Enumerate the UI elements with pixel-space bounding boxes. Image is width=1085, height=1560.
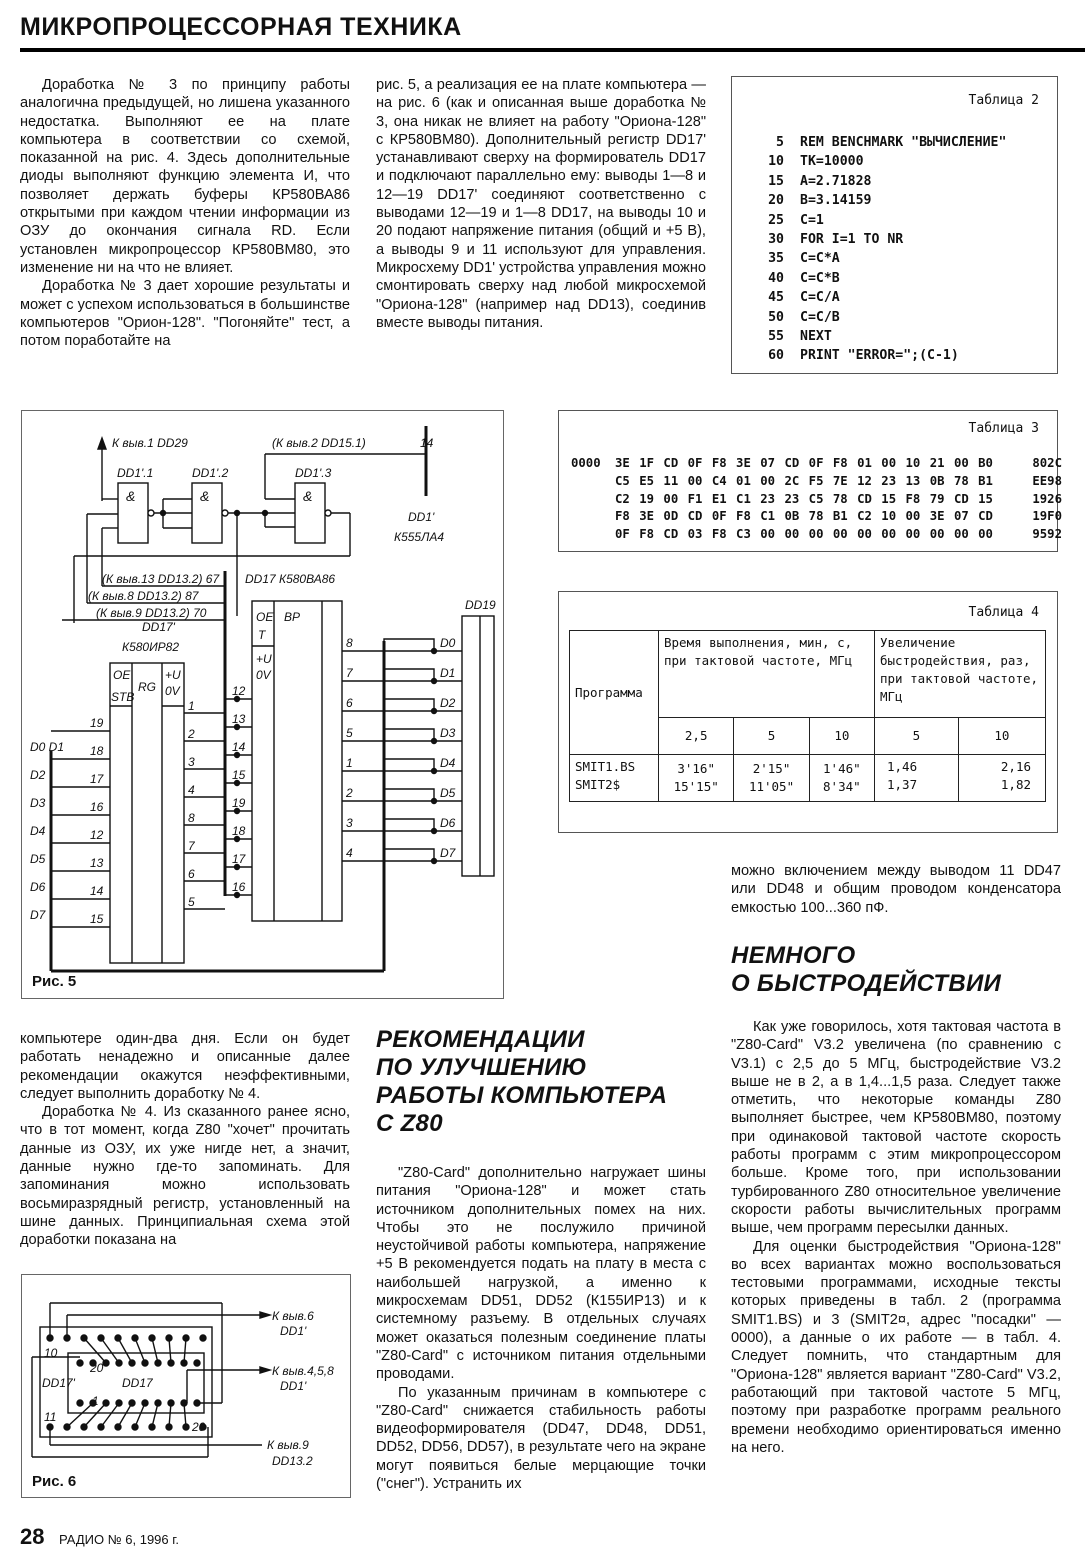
code-text: C=1 <box>800 212 824 228</box>
bus-label: D7 <box>440 846 456 860</box>
col-time: Время выполнения, мин, с, при тактовой частоте, МГц <box>659 631 875 718</box>
wire <box>384 789 434 811</box>
hex-address: 0000 <box>571 456 601 470</box>
label-dd1: DD1' <box>408 510 435 524</box>
code-text: A=2.71828 <box>800 173 872 189</box>
cell-program: SMIT2$ <box>575 777 621 792</box>
freq-time: 10 <box>809 718 874 755</box>
svg-text:&: & <box>303 488 313 504</box>
label-dd1-type: К555ЛА4 <box>394 530 444 544</box>
line-number: 25 <box>768 212 784 228</box>
code-line <box>756 249 1006 268</box>
code-text: C=C/A <box>800 290 840 306</box>
pin-label: 5 <box>346 726 353 740</box>
column3-bottom <box>731 1018 1061 1457</box>
bus-label: D5 <box>30 852 46 866</box>
svg-text:DD17': DD17' <box>42 1376 75 1390</box>
pin-label: 3 <box>188 755 195 769</box>
label-gate1: DD1'.1 <box>117 466 154 480</box>
cell-value: 2'15" <box>752 761 791 776</box>
pin-dot <box>77 1400 83 1406</box>
svg-text:+U: +U <box>165 668 181 682</box>
pin-label: 5 <box>188 895 195 909</box>
issue-label: РАДИО № 6, 1996 г. <box>58 1532 180 1547</box>
code-text: B=3.14159 <box>800 193 872 209</box>
svg-text:OE: OE <box>256 610 274 624</box>
table3 <box>558 410 1062 552</box>
hex-address <box>571 508 615 526</box>
pin-label: 14 <box>90 884 104 898</box>
svg-text:К выв.9: К выв.9 <box>267 1438 309 1452</box>
hex-bytes: 3E 1F CD 0F F8 3E 07 CD 0F F8 01 00 10 21 00 B0 <box>615 456 993 470</box>
pin-label: 13 <box>232 712 246 726</box>
fig5-caption: Рис. 5 <box>32 973 77 990</box>
hex-row <box>571 491 1062 509</box>
svg-text:+U: +U <box>256 652 272 666</box>
pin-label: 6 <box>188 867 195 881</box>
page-number: 28 <box>20 1524 45 1549</box>
svg-text:20: 20 <box>90 1361 104 1375</box>
column2-top <box>376 76 706 332</box>
pin-link <box>184 1403 186 1427</box>
line-number: 5 <box>776 135 784 150</box>
pin-label: 15 <box>90 912 104 926</box>
section-header <box>20 12 1085 52</box>
line-number: 30 <box>768 232 784 248</box>
wire <box>384 759 434 781</box>
pin-link <box>84 1338 106 1363</box>
pin-label: 4 <box>188 783 195 797</box>
basic-listing <box>756 133 1006 366</box>
code-text: C=C*A <box>800 251 840 267</box>
line-number: 60 <box>768 348 784 364</box>
line-number: 15 <box>768 173 784 189</box>
line-number: 20 <box>768 193 784 209</box>
svg-text:К выв.4,5,8: К выв.4,5,8 <box>272 1364 334 1378</box>
label-dd151: (К выв.2 DD15.1) <box>272 436 366 450</box>
bus-label: D2 <box>30 768 46 782</box>
pin-label: 16 <box>90 800 104 814</box>
arrow-icon <box>260 1367 270 1373</box>
pin-label: 19 <box>232 796 246 810</box>
code-line <box>756 308 1006 327</box>
benchmark-table <box>569 630 1046 802</box>
code-line <box>756 288 1006 307</box>
register-dd17p <box>110 663 184 963</box>
cell-value: 2,16 <box>1000 759 1031 774</box>
pin-label: 12 <box>232 684 246 698</box>
pin-label: 18 <box>90 744 104 758</box>
pin-label: 7 <box>346 666 353 680</box>
bus-label: D6 <box>440 816 456 830</box>
pin-label: 12 <box>90 828 104 842</box>
buffer-dd17 <box>252 601 342 921</box>
svg-text:20: 20 <box>192 1420 206 1434</box>
pin-link <box>152 1338 158 1363</box>
pin-label: 15 <box>232 768 246 782</box>
pin-link <box>169 1403 171 1427</box>
svg-text:DD1': DD1' <box>280 1379 307 1393</box>
code-text: TK=10000 <box>800 154 864 170</box>
pin-label: 2 <box>188 727 195 741</box>
label-dd17p: DD17' <box>142 620 175 634</box>
code-text: C=C*B <box>800 270 840 286</box>
svg-text:К выв.6: К выв.6 <box>272 1309 314 1323</box>
bus-label: D2 <box>440 696 456 710</box>
code-text: FOR I=1 TO NR <box>800 232 904 248</box>
svg-text:DD1': DD1' <box>280 1324 307 1338</box>
wire <box>384 699 434 721</box>
fig6-caption: Рис. 6 <box>32 1473 77 1490</box>
hex-address <box>571 473 615 491</box>
pin-label: 17 <box>90 772 104 786</box>
pin-label: 4 <box>346 846 353 860</box>
pin-label: 1 <box>346 756 353 770</box>
label-dd19: DD19 <box>465 598 496 612</box>
cell-value: 1'46" <box>823 761 861 776</box>
hex-dump <box>571 455 1062 544</box>
table2 <box>731 76 1058 374</box>
svg-text:&: & <box>200 488 210 504</box>
svg-text:1: 1 <box>92 1394 99 1408</box>
hex-bytes: 0F F8 CD 03 F8 C3 00 00 00 00 00 00 00 00 00 00 <box>615 527 993 542</box>
pin-dot <box>77 1360 83 1366</box>
bus-label: D4 <box>30 824 46 838</box>
pin-link <box>152 1403 158 1427</box>
svg-text:DD17: DD17 <box>122 1376 153 1390</box>
line-number: 10 <box>768 154 784 170</box>
svg-text:10: 10 <box>44 1346 58 1360</box>
pin-label: 8 <box>346 636 353 650</box>
code-line <box>756 172 1006 191</box>
hex-address <box>571 491 615 509</box>
code-line <box>756 191 1006 210</box>
arrow-icon <box>260 1312 270 1318</box>
svg-text:DD13.2: DD13.2 <box>272 1454 313 1468</box>
pin-link <box>118 1403 132 1427</box>
svg-text:0V: 0V <box>165 684 180 698</box>
paragraph: Доработка № 3 дает хорошие результаты и может с успехом использоваться в большинстве компьютеров "Орион-128". "Погоняйте" тест, а потом поработайте на <box>20 278 350 350</box>
svg-text:11: 11 <box>44 1410 57 1424</box>
figure5 <box>21 410 504 999</box>
col-program: Программа <box>570 631 659 755</box>
label-gate2: DD1'.2 <box>192 466 229 480</box>
wire <box>384 639 434 661</box>
hex-checksum: 802C <box>1032 456 1062 470</box>
article-heading: РЕКОМЕНДАЦИИ ПО УЛУЧШЕНИЮ РАБОТЫ КОМПЬЮТЕРА С Z80 <box>376 1026 668 1137</box>
code-text: REM BENCHMARK "ВЫЧИСЛЕНИЕ" <box>800 135 1007 150</box>
svg-text:T: T <box>258 628 266 642</box>
paragraph: Как уже говорилось, хотя тактовая частота в "Z80-Card" V3.2 увеличена (по сравнению с V3.1) с 2,5 до 5 МГц, быстродействие V3.2 выше не в 2, а в 1,4...1,5 раза. Следует также отметить, что некоторые команды Z80 выполняет быстрее, чем КР580ВМ80, поэтому при одинаковой тактовой частоте скорость работы программ с этим микропроцессором больше. Кроме того, при использовании турбированного Z80 относительное увеличение скорости работы вычислительных программ выше, чем программ пересылки данных. <box>731 1019 1061 1237</box>
line-number: 35 <box>768 251 784 267</box>
code-line <box>756 230 1006 249</box>
paragraph: Доработка № 3 по принципу работы аналогична предыдущей, но лишена указанного недостатка. Выполняют ее на плате компьютера в соответствии со схемой, показанной на рис. 4. Здесь дополнительные диоды выполняют функцию элемента И, что позволяет держать буферы КР580ВА86 открытыми при каждом чтении информации из ОЗУ до окончания сигнала RD. Если установлен микропроцессор КР580ВМ80, это изменение ни на что не влияет. <box>20 77 350 276</box>
label-gate3: DD1'.3 <box>295 466 332 480</box>
paragraph: "Z80-Card" дополнительно нагружает шины питания "Ориона-128" и может стать источником дополнительных помех на них. Чтобы это не послужило причиной неустойчивой работы компьютера, напряжение +5 В рекомендуется подать на плату в места с наибольшей нагрузкой, а именно к микросхемам DD51, DD52 (К155ИР13) и к системному разъему. В отдельных случаях может оказаться полезным соединение платы "Z80-Card" с источником питания отдельными проводами. <box>376 1165 706 1383</box>
header-rule <box>20 48 1085 52</box>
freq-speedup: 5 <box>875 718 959 755</box>
bus-label: D0 <box>440 636 456 650</box>
svg-text:OE: OE <box>113 668 131 682</box>
paragraph: рис. 5, а реализация ее на плате компьютера — на рис. 6 (как и описанная выше доработка № 3, она никак не влияет на работу "Ориона-128" с КР580ВМ80). Дополнительный регистр DD17' устанавливают сверху на формирователь DD17 и подключают параллельно ему: выводы 1—8 и 12—19 DD17' соединяют соответственно с выводами 12—19 и 1—8 DD17, на выводы 10 и 20 подают напряжение питания (общий и +5 В), а выводы 9 и 11 используют для управления. Микросхему DD1' устройства управления можно смонтировать сверху над любой микросхемой "Ориона-128" (например над DD13), соединив вместе выводы питания. <box>376 77 706 331</box>
arrow-icon <box>98 438 106 449</box>
code-text: C=C/B <box>800 309 840 325</box>
hex-checksum: 19F0 <box>1032 509 1062 524</box>
cell-value: 3'16" <box>677 761 715 776</box>
col-speedup: Увеличение быстродействия, раз, при тактовой частоте, МГц <box>875 631 1046 718</box>
pin-label: 14 <box>232 740 246 754</box>
code-line <box>756 133 1006 152</box>
column1-bottom <box>20 1030 350 1250</box>
pin-dot <box>194 1360 200 1366</box>
bus-label: D4 <box>440 756 456 770</box>
bus-label: D7 <box>30 908 46 922</box>
pin-link <box>101 1403 119 1427</box>
table2-title: Таблица 2 <box>968 93 1039 108</box>
hex-address <box>571 526 615 544</box>
code-line <box>756 211 1006 230</box>
pin-label: 18 <box>232 824 246 838</box>
table-row <box>570 755 1046 802</box>
pin-label: 8 <box>188 811 195 825</box>
pin-label: 2 <box>346 786 353 800</box>
column2-bottom <box>376 1164 706 1493</box>
pin-dot <box>200 1335 206 1341</box>
fig6-drawing <box>22 1275 350 1497</box>
pin-label: 3 <box>346 816 353 830</box>
code-line <box>756 346 1006 365</box>
hex-row <box>571 473 1062 491</box>
label-w67: (К выв.13 DD13.2) 67 <box>102 572 220 586</box>
cell-value: 15'15" <box>673 779 719 794</box>
cell-value: 8'34" <box>823 779 861 794</box>
bus-label: D1 <box>440 666 456 680</box>
section-title: МИКРОПРОЦЕССОРНАЯ ТЕХНИКА <box>20 13 462 41</box>
pin-link <box>118 1338 132 1363</box>
pin-link <box>169 1338 171 1363</box>
freq-time: 2,5 <box>659 718 734 755</box>
wire <box>384 849 434 871</box>
hex-row <box>571 526 1062 544</box>
line-number: 40 <box>768 270 784 286</box>
code-line <box>756 327 1006 346</box>
label-dd17p-type: К580ИР82 <box>122 640 180 654</box>
hex-bytes: F8 3E 0D CD 0F F8 C1 0B 78 B1 C2 10 00 3E 07 CD <box>615 509 993 524</box>
hex-checksum: EE98 <box>1032 473 1062 488</box>
column3-intro <box>731 862 1061 917</box>
pin-label: 1 <box>188 699 195 713</box>
hex-row <box>571 508 1062 526</box>
code-text: PRINT "ERROR=";(C-1) <box>800 348 959 364</box>
hex-bytes: C5 E5 11 00 C4 01 00 2C F5 7E 12 23 13 0B 78 B1 <box>615 473 993 488</box>
table3-title: Таблица 3 <box>968 421 1039 436</box>
wire <box>384 669 434 691</box>
line-number: 45 <box>768 290 784 306</box>
table4 <box>558 591 1058 833</box>
bus-label: D6 <box>30 880 46 894</box>
label-dd29: К выв.1 DD29 <box>112 436 188 450</box>
cell-value: 1,37 <box>887 777 918 792</box>
pin-link <box>184 1338 186 1363</box>
paragraph: Доработка № 4. Из сказанного ранее ясно, что в тот момент, когда Z80 "хочет" прочитать данные из ОЗУ, их уже нигде нет, а значит, данные нужно где-то запоминать. Для запоминания можно использовать восьмиразрядный регистр, установленный на шине данных. Принципиальная схема этой доработки показана на <box>20 1104 350 1249</box>
table4-title: Таблица 4 <box>968 605 1039 620</box>
svg-text:RG: RG <box>138 680 156 694</box>
pin-link <box>135 1338 145 1363</box>
hex-bytes: C2 19 00 F1 E1 C1 23 23 C5 78 CD 15 F8 79 CD 15 <box>615 491 993 506</box>
label-w70: (К выв.9 DD13.2) 70 <box>96 606 207 620</box>
svg-text:STB: STB <box>111 690 135 704</box>
label-dd17: DD17 К580ВА86 <box>245 572 336 586</box>
pin-link <box>101 1338 119 1363</box>
label-pin14: 14 <box>420 436 434 450</box>
figure6 <box>21 1274 351 1498</box>
bus-label: D3 <box>440 726 456 740</box>
paragraph: По указанным причинам в компьютере с "Z80-Card" снижается стабильность работы видеоформирователя (DD47, DD48, DD51, DD52, DD56, DD57), в результате чего на экране могут появиться белые мерцающие точки ("снег"). Устранить их <box>376 1384 706 1493</box>
bus-label: D3 <box>30 796 46 810</box>
label-w87: (К выв.8 DD13.2) 87 <box>88 589 199 603</box>
connector-dd19 <box>462 616 494 876</box>
paragraph: Для оценки быстродействия "Ориона-128" во всех вариантах можно воспользоваться тестовыми программами, исходные тексты которых приведены в табл. 2 (программа SMIT1.BS) и 3 (SMIT2¤, адрес "посадки" — 0000), а данные о их работе — в табл. 4. Следует помнить, что стандартным для "Ориона-128" является вариант "Z80-Card" V3.2, работающий при тактовой частоте 5 МГц, поэтому при разработке программ реального времени необходимо ориентироваться именно на него. <box>731 1238 1061 1456</box>
wire <box>384 729 434 751</box>
page-footer <box>20 1524 179 1550</box>
code-line <box>756 152 1006 171</box>
wire <box>384 819 434 841</box>
section-heading: НЕМНОГО О БЫСТРОДЕЙСТВИИ <box>731 942 1002 997</box>
code-text: NEXT <box>800 329 832 345</box>
line-number: 50 <box>768 309 784 325</box>
freq-time: 5 <box>734 718 809 755</box>
hex-checksum: 1926 <box>1032 491 1062 506</box>
cell-value: 1,46 <box>887 759 918 774</box>
line-number: 55 <box>768 329 784 345</box>
cell-value: 1,82 <box>1000 777 1031 792</box>
pin-label: 16 <box>232 880 246 894</box>
svg-text:BP: BP <box>284 610 301 624</box>
paragraph: компьютере один-два дня. Если он будет работать ненадежно и описанные далее рекомендации окажутся неэффективными, следует выполнить доработку № 4. <box>20 1031 350 1102</box>
cell-value: 11'05" <box>748 779 795 794</box>
fig5-schematic <box>22 411 503 998</box>
svg-text:0V: 0V <box>256 668 271 682</box>
svg-text:&: & <box>126 488 136 504</box>
pin-label: 17 <box>232 852 246 866</box>
pin-label: 6 <box>346 696 353 710</box>
paragraph: можно включением между выводом 11 DD47 или DD48 и общим проводом конденсатора емкостью 100...360 пФ. <box>731 863 1061 916</box>
bus-label: D5 <box>440 786 456 800</box>
column1-top <box>20 76 350 350</box>
code-line <box>756 269 1006 288</box>
pin-label: 19 <box>90 716 104 730</box>
cell-program: SMIT1.BS <box>575 759 636 774</box>
freq-speedup: 10 <box>958 718 1045 755</box>
bus-label: D0 D1 <box>30 740 65 754</box>
pin-link <box>135 1403 145 1427</box>
hex-row <box>571 455 1062 473</box>
hex-checksum: 9592 <box>1032 527 1062 542</box>
pin-label: 7 <box>188 839 195 853</box>
pin-label: 13 <box>90 856 104 870</box>
